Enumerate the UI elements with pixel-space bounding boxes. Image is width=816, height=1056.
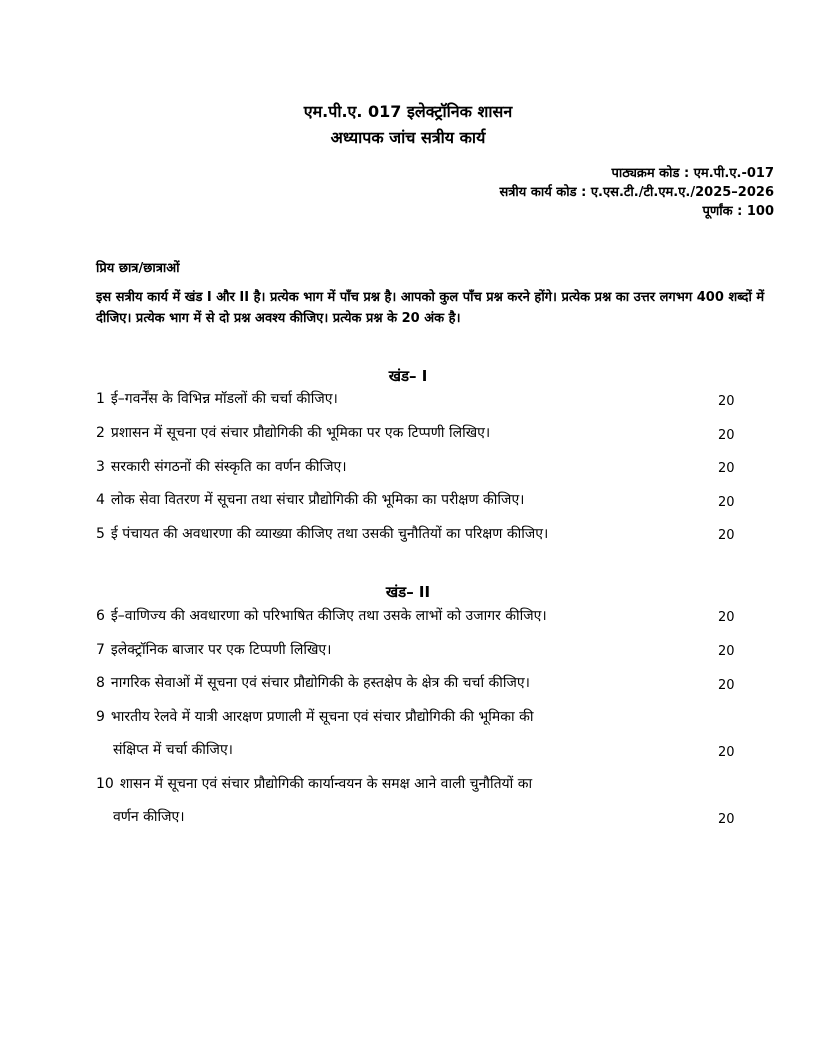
question-text: ई–गवर्नेंस के विभिन्न मॉडलों की चर्चा कीजिए।	[110, 391, 338, 407]
question-5	[96, 518, 708, 551]
question-number: 9	[96, 709, 105, 725]
question-marks: 20	[718, 812, 735, 827]
question-marks: 20	[718, 528, 735, 543]
question-3	[96, 451, 708, 484]
question-text: सरकारी संगठनों की संस्कृति का वर्णन कीजिए।	[110, 459, 347, 475]
course-code: पाठ्यक्रम कोड : एम.पी.ए.-017	[611, 166, 774, 181]
question-marks: 20	[718, 644, 735, 659]
question-text: शासन में सूचना एवं संचार प्रौद्योगिकी कार्यान्वयन के समक्ष आने वाली चुनौतियों का	[119, 776, 533, 792]
question-marks: 20	[718, 461, 735, 476]
question-marks: 20	[718, 678, 735, 693]
question-number: 1	[96, 391, 105, 407]
question-text: नागरिक सेवाओं में सूचना एवं संचार प्रौद्योगिकी के हस्तक्षेप के क्षेत्र की चर्चा कीजिए।	[110, 675, 530, 691]
question-text-continued: संक्षिप्त में चर्चा कीजिए।	[113, 742, 233, 758]
question-text: प्रशासन में सूचना एवं संचार प्रौद्योगिकी की भूमिका पर एक टिप्पणी लिखिए।	[110, 425, 491, 441]
question-number: 10	[96, 776, 114, 792]
question-text: लोक सेवा वितरण में सूचना तथा संचार प्रौद्योगिकी की भूमिका का परीक्षण कीजिए।	[110, 492, 525, 508]
question-marks: 20	[718, 428, 735, 443]
question-4	[96, 484, 708, 517]
salutation: प्रिय छात्र/छात्राओं	[96, 261, 180, 276]
assignment-code: सत्रीय कार्य कोड : ए.एस.टी./टी.एम.ए./2025–2026	[499, 185, 774, 200]
question-9	[96, 701, 708, 767]
question-text-continued: वर्णन कीजिए।	[113, 809, 185, 825]
question-text: भारतीय रेलवे में यात्री आरक्षण प्रणाली में सूचना एवं संचार प्रौद्योगिकी की भूमिका की	[110, 709, 534, 725]
question-marks: 20	[718, 394, 735, 409]
question-number: 6	[96, 608, 105, 624]
max-marks: पूर्णांक : 100	[702, 204, 774, 219]
section-heading-1: खंड– I	[388, 367, 428, 385]
question-number: 8	[96, 675, 105, 691]
document-subtitle: अध्यापक जांच सत्रीय कार्य	[330, 128, 486, 147]
question-text: इलेक्ट्रॉनिक बाजार पर एक टिप्पणी लिखिए।	[110, 642, 332, 658]
question-number: 7	[96, 642, 105, 658]
question-marks: 20	[718, 610, 735, 625]
question-8	[96, 667, 708, 700]
question-number: 5	[96, 526, 105, 542]
question-number: 3	[96, 459, 105, 475]
question-1	[96, 383, 708, 416]
question-text: ई–वाणिज्य की अवधारणा को परिभाषित कीजिए तथा उसके लाभों को उजागर कीजिए।	[110, 608, 547, 624]
section-heading-2: खंड– II	[385, 583, 431, 601]
question-text: ई पंचायत की अवधारणा की व्याख्या कीजिए तथा उसकी चुनौतियों का परिक्षण कीजिए।	[110, 526, 549, 542]
question-6	[96, 600, 708, 633]
document-title: एम.पी.ए. 017 इलेक्ट्रॉनिक शासन	[303, 102, 513, 121]
question-marks: 20	[718, 495, 735, 510]
instructions: इस सत्रीय कार्य में खंड I और II है। प्रत्येक भाग में पाँच प्रश्न है। आपको कुल पाँच प्रश्न करने होंगे। प्रत्येक प्रश्न का उत्तर लगभग 400 शब्दों में दीजिए। प्रत्येक भाग में से दो प्रश्न अवश्य कीजिए। प्रत्येक प्रश्न के 20 अंक है।	[96, 290, 765, 326]
question-marks: 20	[718, 745, 735, 760]
question-number: 4	[96, 492, 105, 508]
question-number: 2	[96, 425, 105, 441]
question-2	[96, 417, 708, 450]
question-10	[96, 768, 708, 834]
question-7	[96, 634, 708, 667]
